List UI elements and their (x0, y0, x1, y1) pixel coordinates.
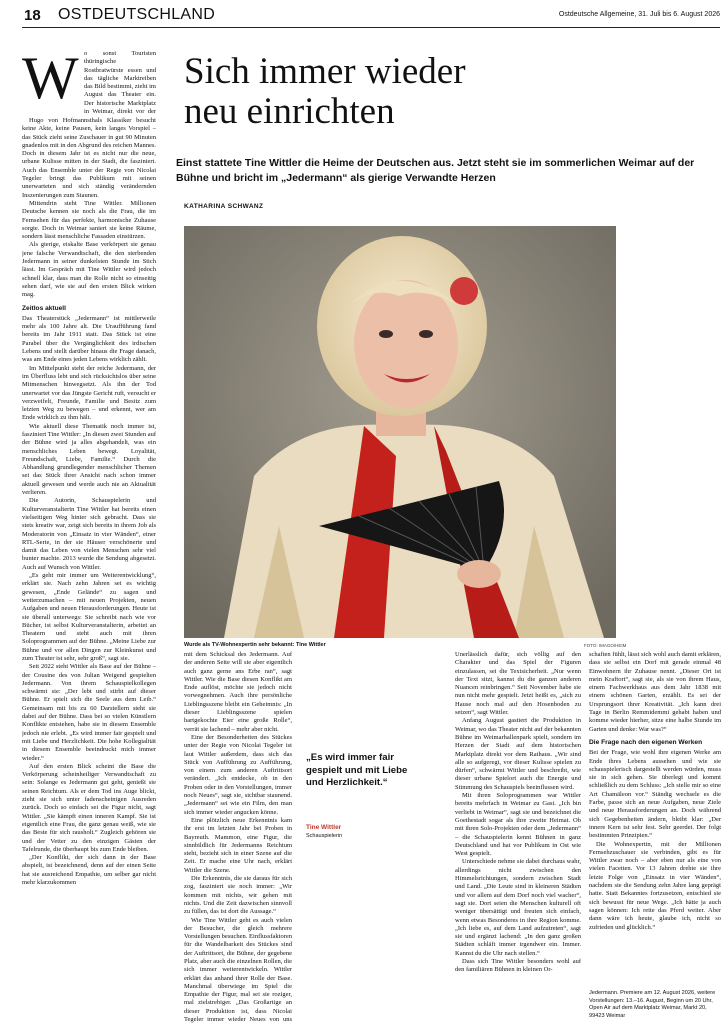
photo-credit: FOTO: IMAGO/HEIM (584, 643, 627, 648)
dateline: Ostdeutsche Allgemeine, 31. Juli bis 6. August 2026 (558, 11, 720, 18)
article-column-2 (184, 651, 292, 1023)
intro-paragraph: o sonst Touristen thüringische Rostbratwürste essen und das tägliche Marktreiben das Bild bestimmt, zieht im August das Theater ein. Der historische Marktplatz in Weimar, direkt vor der (84, 50, 156, 116)
article-column-1 (22, 117, 156, 1022)
photo-caption: Wurde als TV-Wohnexpertin sehr bekannt: Tine Wittler (184, 642, 326, 648)
paragraph: Mittendrin steht Tine Wittler. Millionen Deutsche kennen sie noch als die Frau, die im Fernsehen für das perfekte, harmonische Zuhause sorgte. Doch in Weimar saniert sie keine Räume, sondern lässt menschliche Fassaden einstürzen. (22, 199, 156, 241)
section-title: OSTDEUTSCHLAND (58, 6, 216, 23)
quote-author: Tine Wittler (306, 824, 342, 831)
paragraph: Als gierige, eiskalte Base verkörpert sie genau jene falsche Verwandtschaft, die den sterbenden Jedermann in seiner dunkelsten Stunde im Stich lässt. Im Gespräch mit Tine Wittler wird jedoch schnell klar, dass man die Rolle nicht so einseitig sehen darf, wie sie auf den ersten Blick wirken mag. (22, 241, 156, 299)
author-byline: KATHARINA SCHWANZ (184, 203, 264, 210)
paragraph: Eine der Besonderheiten des Stückes unter der Regie von Nicolai Tegeler ist laut Wittler außerdem, dass sich das Stück von Aufführung zu Aufführung, von einem zum anderen Auftrittsort verändert. „Ich entdecke, ob in den Proben oder in den Vorstellungen, immer noch Neues“, sagt sie, sichtbar staunend. „Jedermann“ sei wie ein Film, den man sich immer wieder angucken könne. (184, 733, 292, 816)
paragraph: „Der Konflikt, der sich dann in der Base abspielt, ist bezeichnend, denn auf der einen Seite hat sie ausreichend Empathie, um selber gar nicht mehr klarzukommen (22, 854, 156, 887)
subheadline: Einst stattete Tine Wittler die Heime der Deutschen aus. Jetzt steht sie im sommerlichen Weimar auf der Bühne und bricht im „Jedermann“ als gierige Verwandte Herzen (176, 157, 695, 184)
paragraph: „Es geht mir immer um Weiterentwicklung“, erklärt sie. Nach zehn Jahren sei es wichtig gewesen, „Ende Gelände“ zu sagen und weiterzumachen – mit neuen Projekten, neuen Aufgaben und neuen Herausforderungen. Heute ist sie überall unterwegs: Sie schreibt nach wie vor Bücher, ist selbst Kulturveranstalterin, arbeitet an Theatern und steht auch mit ihren Soloprogrammen auf der Bühne. „Meine Liebe zur Bühne und vor allen Dingen zur Kleinkunst und zum Theater ist sehr, sehr groß“, sagt sie. (22, 572, 156, 662)
header-rule (22, 27, 720, 28)
portrait-illustration (184, 226, 616, 638)
article-photo (184, 226, 616, 638)
pull-quote: „Es wird immer fair gespielt und mit Liebe und Herzlichkeit.“ (306, 752, 408, 788)
paragraph: Eine plötzlich neue Erkenntnis kam ihr erst im letzten Jahr bei Proben in Bayreuth. Mammon, eine Figur, die sinnbildlich für Jedermanns Reichtum steht, bezieht sich in einer Szene auf die Zeit. Er mache eine Uhr nach, erklärt Wittler die Szene. (184, 816, 292, 874)
article-column-3 (455, 651, 581, 1023)
quote-author-role: Schauspielerin (306, 833, 343, 839)
paragraph: Unerlässlich dafür, sich völlig auf den Charakter und das Spiel der Figuren einzulassen, sei die Textsicherheit. „Nur wenn der Text sitzt, kannst du die ganzen anderen Nuancen reinbringen.“ Seit November habe sie nun nicht mehr gespielt. Jetzt heißt es, „sich zu Hause noch mal auf den Hosenboden zu setzen“, sagt Wittler. (455, 651, 581, 717)
paragraph: Wie aktuell diese Thematik noch immer ist, fasziniert Tine Wittler: „In diesen zwei Stunden auf der Bühne wird ja alles abgehandelt, was ein menschliches Leben bewegt. Loyalität, Freundschaft, Liebe, Familie.“ Durch die Abhandlung grundlegender menschlicher Themen sei das Stück ihrer Ansicht nach schon immer aktuell gewesen und werde auch nie an Aktualität verlieren. (22, 422, 156, 497)
paragraph: Wie Tine Wittler geht es auch vielen der Besucher, die gleich mehrere Vorstellungen besuchen. Einflussfaktoren für die Wandelbarkeit des Stückes sind der Auftrittsort, die Bühne, der gegebene Platz, aber auch die einzelnen Rollen, die sich immer weiterentwickeln. Wittler erklärt das anhand ihrer Rolle der Base. Manchmal überwiege im Spiel die Empathie der Figur, mal sei sie roziger, mal zielstrebiger. „Das Großartige an dieser Produktion ist, dass Nicolai Tegeler immer wieder Neues von uns (184, 916, 292, 1023)
paragraph: Das Theaterstück „Jedermann“ ist mittlerweile mehr als 100 Jahre alt. Die Uraufführung fand bereits im Jahr 1911 statt. Das Stück ist eine Parabel über die Vergänglichkeit des irdischen Lebens und stellt darüber hinaus die Frage danach, was am Ende eines jeden Lebens wirklich zählt. (22, 314, 156, 364)
paragraph: Seit 2022 steht Wittler als Base auf der Bühne – der Cousine des von Julian Weigend gespielten Jedermann. Von ihrem Schauspielkollegen schwärmt sie: „Der lebt und stirbt auf dieser Bühne. Er spielt sich die Seele aus dem Leib.“ Gemeinsam mit bis zu 60 Darstellern steht sie dabei auf der Bühne. Dass bei so vielen Künstlern Konflikte entstehen, habe sie in diesem Ensemble jedoch nie erlebt. „Es wird immer fair gespielt und mit Liebe und Herzlichkeit. Die hohe Kollegialität in diesem Ensemble beeindruckt mich immer wieder.“ (22, 663, 156, 762)
paragraph: Im Mittelpunkt steht der reiche Jedermann, der im Überfluss lebt und sich rücksichtslos über seine Mitmenschen hinwegsetzt. Als ihn der Tod unerwartet vor das Jüngste Gericht ruft, versucht er verzweifelt, Freunde, Familie und Besitz zum letzten Weg zu bewegen – und erkennt, wer am Ende wirklich zu ihm hält. (22, 364, 156, 422)
paragraph: Bei der Frage, wie wohl ihre eigenen Werke am Ende ihres Lebens aussehen und wie sie schauspielerisch dargestellt werden würden, muss sie in sich gehen. Sie überlegt und kommt schließlich zu dem Schluss: „Ich stelle mir so eine Art Chamäleon vor.“ Ständig wechsele es die Farbe, passe sich an neue Aufgaben, neue Ziele und neue Herausforderungen an. Doch während sich Gegebenheiten ändern, bleibt klar: „Der innere Kern ist sehr fest. Sehr geerdet. Der folgt bestimmten Prinzipien.“ (589, 749, 721, 840)
paragraph: Anfang August gastiert die Produktion in Weimar, wo das Theater nicht auf der bekannten Bühne im Weimarhallenpark spielt, sondern im Herzen der Stadt auf dem historischen Marktplatz direkt vor dem Rathaus. „Wir sind alle so aufgeregt, vor dieser Kulisse spielen zu dürfen“, schwärmt Wittler und beschreibt, wie dieser urbane Spielort auch die Energie und Stimmung des Schauspiels beeinflussen wird. (455, 717, 581, 791)
paragraph: Die Wohnexpertin, mit der Millionen Fernsehzuschauer sie verbinden, gibt es für Wittler zwar noch – aber eben nur als eine von vielen Facetten. Vor 13 Jahren drehte sie ihre letzte Folge von „Einsatz in vier Wänden“, nachdem sie die Sendung zehn Jahre lang geprägt hatte. Statt Bekanntes fortzusetzen, entschied sie sich bewusst für neue Wege. „Ich hätte ja auch sagen können: Ich reite das Pferd weiter. Aber dann wäre ich heute, glaube ich, nicht so zufrieden und glücklich.“ (589, 840, 721, 931)
intro-text-indent (84, 50, 156, 116)
article-column-4 (589, 651, 721, 987)
paragraph: schaften fühlt, lässt sich wohl auch damit erklären, dass sie selbst ein Dorf mit gerade einmal 48 Einwohnern ihr Zuhause nennt. „Dieser Ort ist mein Kraftort“, sagt sie, als sie von ihrem Haus, einem Fachwerkhaus aus dem Jahr 1838 mit einem schönen Garten, erzählt. Es sei der Ursprungsort ihrer Kreativität. „Ich kann drei Tage in Berlin Remmidemmi gehabt haben und komme wieder hierher, sitze eine halbe Stunde im Garten und denke: War was?“ (589, 651, 721, 733)
drop-cap: W (22, 45, 79, 111)
paragraph: Unterschiede nehme sie dabei durchaus wahr, allerdings nicht zwischen den Himmelsrichtungen, sondern zwischen Stadt und Land. „Die Leute sind in kleineren Städten und vor allem auf dem Dorf noch viel wacher“, sagt sie. Dort seien die Menschen kulturell oft weniger übersättigt und freuten sich einfach, wenn etwas Besonderes in ihre Region komme. „Ich liebe es, auf dem Land aufzutreten“, sagt sie und ergänzt lachend: „In den ganz großen Städten schläft immer irgendwer ein. Immer. Kannst du die Uhr nach stellen.“ (455, 858, 581, 957)
paragraph: Dass sich Tine Wittler besonders wohl auf den familiären Bühnen in kleinen Or- (455, 957, 581, 974)
headline-line-2: neu einrichten (184, 91, 395, 132)
subheading: Die Frage nach den eigenen Werken (589, 738, 703, 746)
paragraph: Die Autorin, Schauspielerin und Kulturveranstalterin Tine Wittler hat bereits einen vielseitigen Weg hinter sich gebracht. Dass sie stets kreativ war, zeigt sich bereits in ihrem Job als Moderatorin von „Einsatz in vier Wänden“, einer RTL-Serie, in der sie Häuser verschönerte und damit das Leben von vielen Menschen sehr viel bunter machte. 2013 wurde die Sendung abgesetzt. Auch auf Wunsch von Wittler. (22, 497, 156, 571)
paragraph: mit dem Schicksal des Jedermann. Auf der anderen Seite will sie aber eigentlich auch ganz gerne ans Erbe ran“, sagt Wittler. Wie die Base diesen Konflikt am Ende auflöst, möchte sie jedoch nicht vorwegnehmen. Auch ihre persönliche Lieblingsszene bleibt ein Geheimnis: „In dieser Lieblingsszene spielen hartgekochte Eier eine große Rolle“, verrät sie lachend – mehr aber nicht. (184, 651, 292, 733)
paragraph: Hugo von Hofmannsthals Klassiker besucht keine Akte, keine Pausen, kein langes Vorspiel – das Stück zieht seine Zuschauer in gut 90 Minuten gnadenlos mit in den Abgrund des reichen Mannes. Doch in diesem Jahr ist es nicht nur die neue, urbane Kulisse mitten in der Stadt, die fasziniert. Auch das Ensemble unter der Regie von Nicolai Tegeler bringt das Publikum mit seinen unerwarteten und sich ständig verändernden Inszenierungen zum Staunen. (22, 117, 156, 199)
paragraph: Die Erkenntnis, die sie daraus für sich zog, fasziniert sie noch immer: „Wir kommen mit nichts, wir gehen mit nichts. Und die Zeit dazwischen sinnvoll zu füllen, das ist dort die Aussage.“ (184, 875, 292, 916)
event-info: Jedermann. Premiere am 12. August 2026, weitere Vorstellungen: 13.–16. August, Beginn um 20 Uhr, Open Air auf dem Marktplatz Weimar, Markt 20, 99423 Weimar (589, 990, 716, 1019)
paragraph: Auf den ersten Blick scheint die Base die Verkörperung scheinheiliger Verwandtschaft zu sein: Solange es Jedermann gut geht, genießt sie seinen Reichtum. Als er dem Tod ins Auge blickt, zieht sie sich unter fadenscheinigen Ausreden zurück. Doch so einfach sei die Figur nicht, sagt Wittler. „Sie kämpft einen inneren Kampf. Sie ist eigentlich eine Frau, die ganz genau weiß, wie sie das Beste für sich rausholt.“ Zugleich gehören sie und der Vetter zu den einzigen Gästen der Tafelrunde, die überhaupt bis zum Ende bleiben. (22, 762, 156, 853)
paragraph: Mit ihren Soloprogrammen war Wittler bereits mehrfach in Weimar zu Gast. „Ich bin verliebt in Weimar“, sagt sie und bezeichnet die Goethestadt sogar als ihre zweite Heimat. Ob mit ihren Solo-Projekten oder dem „Jedermann“ – die Schauspielerin kennt Bühnen in ganz Deutschland und hat vor Publikum in Ost wie West gespielt. (455, 792, 581, 858)
headline (184, 52, 466, 132)
page-number: 18 (24, 7, 41, 24)
subheading: Zeitlos aktuell (22, 304, 66, 312)
headline-line-1: Sich immer wieder (184, 51, 466, 92)
